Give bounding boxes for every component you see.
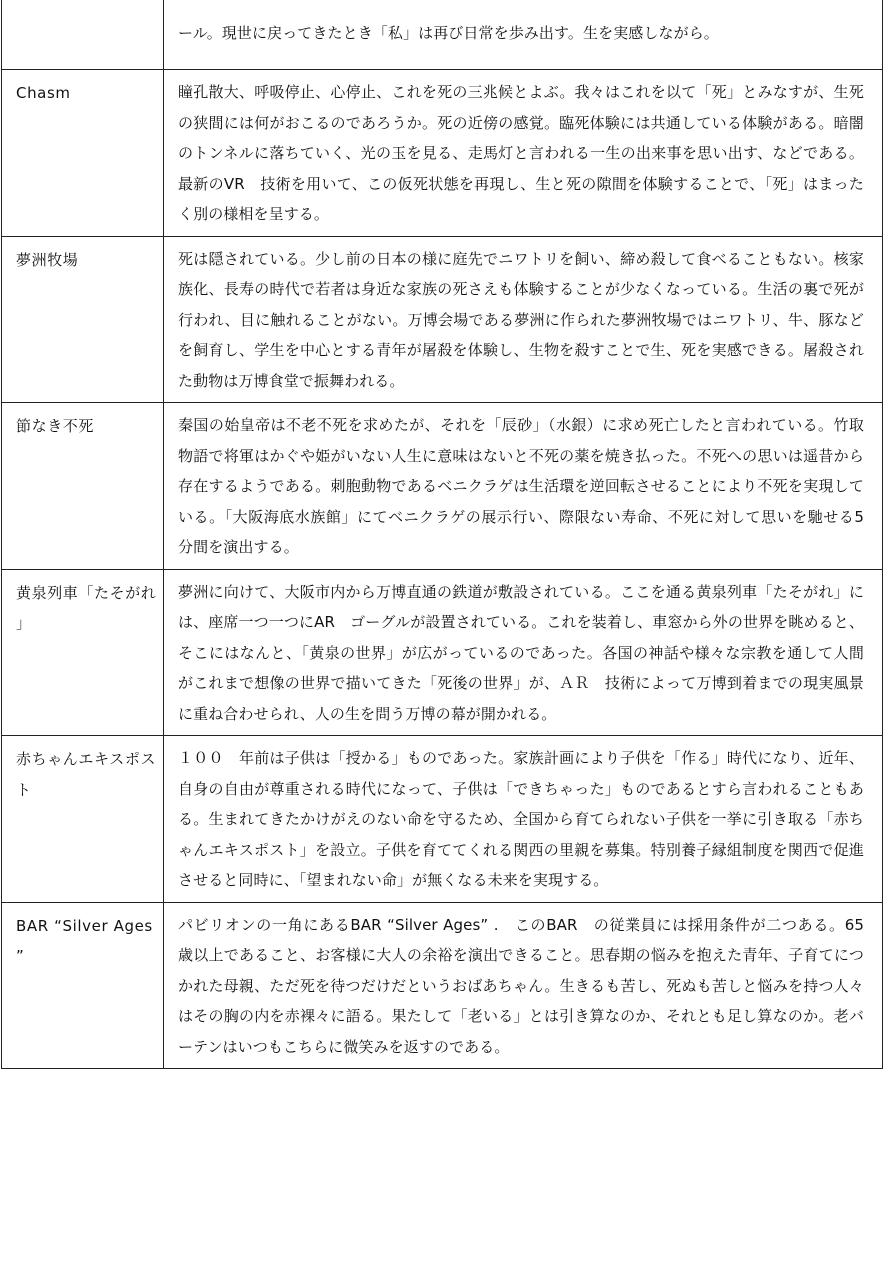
row-title: 夢洲牧場 <box>16 250 79 269</box>
table-row <box>2 736 883 903</box>
table-row <box>2 902 883 1069</box>
table-row <box>2 0 883 70</box>
row-title-cell <box>2 236 164 403</box>
row-title-cell <box>2 0 164 70</box>
row-title-cell <box>2 736 164 903</box>
row-title: 黄泉列車「たそがれ」 <box>16 583 157 632</box>
row-description-cell <box>164 736 883 903</box>
table-row <box>2 403 883 570</box>
row-description: 秦国の始皇帝は不老不死を求めたが、それを「辰砂」（水銀）に求め死亡したと言われている。竹取物語で将軍はかぐや姫がいない人生に意味はないと不死の薬を焼き払った。不死への思いは遥昔から存在するようである。刺胞動物であるベニクラゲは生活環を逆回転させることにより不死を実現している。「大阪海底水族館」にてベニクラゲの展示行い、際限ない寿命、不死に対して思いを馳せる5 分間を演出する。 <box>178 416 880 556</box>
row-description-cell <box>164 403 883 570</box>
row-description: 瞳孔散大、呼吸停止、心停止、これを死の三兆候とよぶ。我々はこれを以て「死」とみなすが、生死の狭間には何がおこるのであろうか。死の近傍の感覚。臨死体験には共通している体験がある。暗闇のトンネルに落ちていく、光の玉を見る、走馬灯と言われる一生の出来事を思い出す、などである。最新のVR 技術を用いて、この仮死状態を再現し、生と死の隙間を体験することで、「死」はまったく別の様相を呈する。 <box>178 83 864 223</box>
row-title: Chasm <box>16 84 71 102</box>
concept-table <box>1 0 883 1069</box>
row-description-cell <box>164 236 883 403</box>
row-description-cell <box>164 70 883 237</box>
row-description: パビリオンの一角にあるBAR “Silver Ages” . このBAR の従業員には採用条件が二つある。65 歳以上であること、お客様に大人の余裕を演出できること。思春期の悩みを抱えた青年、子育てにつかれた母親、ただ死を待つだけだというおばあちゃん。生きるも苦し、死ぬも苦しと悩みを持つ人々はその胸の内を赤裸々に語る。果たして「老いる」とは引き算なのか、それとも足し算なのか。老バーテンはいつもこちらに微笑みを返すのである。 <box>178 915 880 1056</box>
row-title: BAR “Silver Ages” <box>16 916 153 965</box>
row-title: 節なき不死 <box>16 417 95 435</box>
row-description: ール。現世に戻ってきたとき「私」は再び日常を歩み出す。生を実感しながら。 <box>178 24 719 42</box>
row-description: 死は隠されている。少し前の日本の様に庭先でニワトリを飼い、締め殺して食べることもない。核家族化、長寿の時代で若者は身近な家族の死さえも体験することが少なくなっている。生活の裏で死が行われ、目に触れることがない。万博会場である夢洲に作られた夢洲牧場ではニワトリ、牛、豚などを飼育し、学生を中心とする青年が屠殺を体験し、生物を殺すことで生、死を実感できる。屠殺された動物は万博食堂で振舞われる。 <box>178 249 864 390</box>
table-row <box>2 236 883 403</box>
row-title-cell <box>2 403 164 570</box>
row-description-cell <box>164 569 883 736</box>
row-title-cell <box>2 902 164 1069</box>
row-title: 赤ちゃんエキスポスト <box>16 750 157 799</box>
table-row <box>2 569 883 736</box>
row-title <box>2 0 163 13</box>
row-title-cell <box>2 70 164 237</box>
table-row <box>2 70 883 237</box>
row-description: 夢洲に向けて、大阪市内から万博直通の鉄道が敷設されている。ここを通る黄泉列車「たそがれ」には、座席一つ一つにAR ゴーグルが設置されている。これを装着し、車窓から外の世界を眺めると、そこにはなんと、「黄泉の世界」が広がっているのであった。各国の神話や様々な宗教を通して人間がこれまで想像の世界で描いてきた「死後の世界」が、ＡＲ 技術によって万博到着までの現実風景に重ね合わせられ、人の生を問う万博の幕が開かれる。 <box>178 582 864 723</box>
row-description-cell <box>164 902 883 1069</box>
row-title-cell <box>2 569 164 736</box>
row-description: １００ 年前は子供は「授かる」ものであった。家族計画により子供を「作る」時代になり、近年、自身の自由が尊重される時代になって、子供は「できちゃった」ものであるとすら言われることもある。生まれてきたかけがえのない命を守るため、全国から育てられない子供を一挙に引き取る「赤ちゃんエキスポスト」を設立。子供を育ててくれる関西の里親を募集。特別養子縁組制度を関西で促進させると同時に、「望まれない命」が無くなる未来を実現する。 <box>178 749 864 889</box>
row-description-cell <box>164 0 883 70</box>
